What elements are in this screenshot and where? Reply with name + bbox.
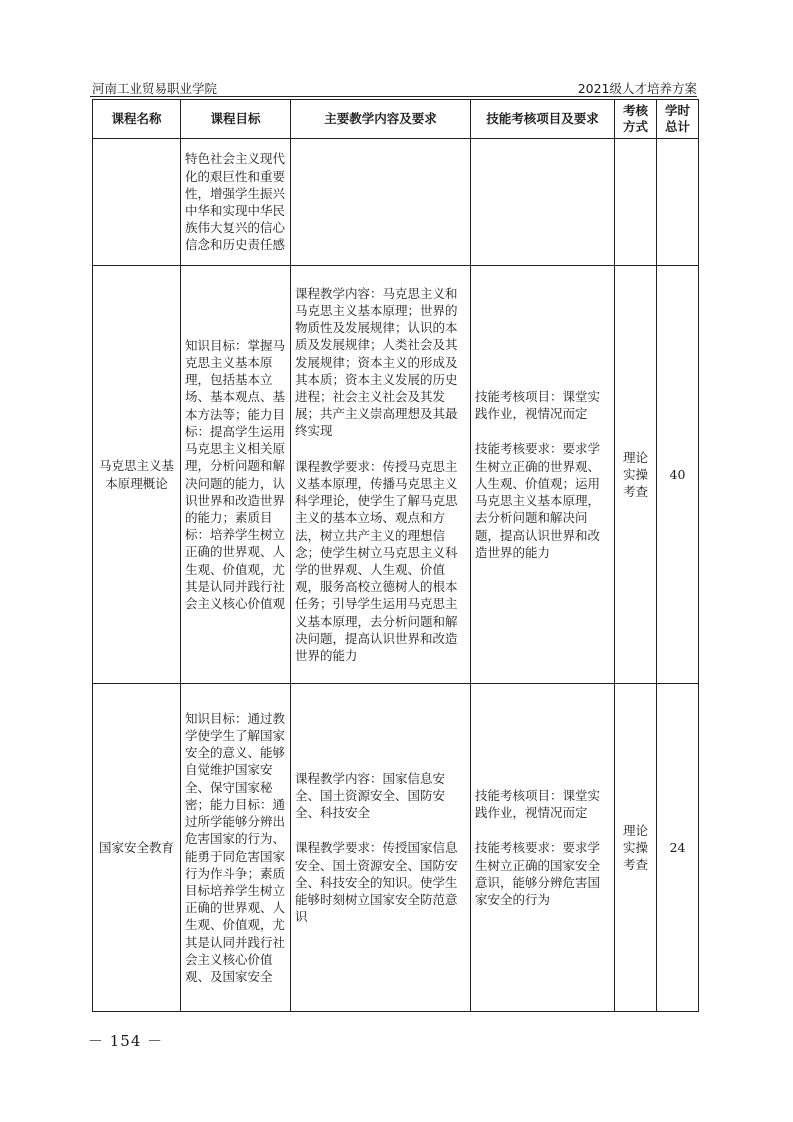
teaching-requirement-text: 课程教学要求：传授国家信息安全、国土资源安全、国防安全、科技安全的知识。使学生能够时刻树立国家安全防范意识 [295, 840, 458, 925]
column-header-course-goal: 课程目标 [181, 100, 291, 139]
header-document-title: 2021级人才培养方案 [577, 81, 697, 96]
assessment-method-cell [615, 139, 657, 266]
teaching-content-cell [291, 684, 471, 1012]
course-name-cell [93, 139, 181, 266]
teaching-content-cell [291, 266, 471, 684]
course-name-cell: 国家安全教育 [93, 684, 181, 1012]
skill-assessment-cell [471, 266, 615, 684]
header-rule [90, 96, 697, 97]
table-row [93, 266, 699, 684]
column-header-skill-assessment: 技能考核项目及要求 [471, 100, 615, 139]
total-hours-cell [657, 139, 699, 266]
course-goal-cell: 知识目标：通过教学使学生了解国家安全的意义、能够自觉维护国家安全、保守国家秘密；能力目标：通过所学能够分辨出危害国家的行为、能勇于同危害国家行为作斗争；素质目标培养学生树立正确的世界观、人生观、价值观，尤其是认同并践行社会主义核心价值观、及国家安全 [181, 684, 291, 1012]
page-number: － 154 － [88, 1032, 164, 1050]
total-hours-cell: 24 [657, 684, 699, 1012]
skill-requirement-text: 技能考核要求：要求学生树立正确的世界观、人生观、价值观；运用马克思主义基本原理，去分析问题和解决问题，提高认识世界和改造世界的能力 [475, 441, 601, 560]
teaching-content-text: 课程教学内容：国家信息安全、国土资源安全、国防安全、科技安全 [295, 770, 446, 821]
column-header-total-hours: 学时总计 [657, 100, 699, 139]
teaching-content-cell [291, 139, 471, 266]
skill-requirement-text: 技能考核要求：要求学生树立正确的国家安全意识，能够分辨危害国家安全的行为 [475, 840, 601, 907]
assessment-method-cell: 理论实操考查 [615, 684, 657, 1012]
teaching-requirement-text: 课程教学要求：传授马克思主义基本原理，传播马克思主义科学理论，使学生了解马克思主义的基本立场、观点和方法，树立共产主义的理想信念；使学生树立马克思主义科学的世界观、人生观、价值观，服务高校立德树人的根本任务；引导学生运用马克思主义基本原理，去分析问题和解决问题，提高认识世界和改造世界的能力 [295, 458, 458, 663]
table-row [93, 139, 699, 266]
skill-assessment-cell [471, 139, 615, 266]
assessment-method-cell: 理论实操考查 [615, 266, 657, 684]
skill-assessment-cell [471, 684, 615, 1012]
column-header-teaching-content: 主要教学内容及要求 [291, 100, 471, 139]
skill-item-text: 技能考核项目：课堂实践作业，视情况而定 [475, 787, 601, 821]
header-school-name: 河南工业贸易职业学院 [92, 81, 218, 96]
table-row [93, 684, 699, 1012]
course-goal-cell: 特色社会主义现代化的艰巨性和重要性，增强学生振兴中华和实现中华民族伟大复兴的信心信念和历史责任感 [181, 139, 291, 266]
column-header-assessment-method: 考核方式 [615, 100, 657, 139]
table-header-row [93, 100, 699, 139]
course-goal-cell: 知识目标：掌握马克思主义基本原理，包括基本立场、基本观点、基本方法等；能力目标：提高学生运用马克思主义相关原理，分析问题和解决问题的能力，认识世界和改造世界的能力；素质目标：培养学生树立正确的世界观、人生观、价值观，尤其是认同并践行社会主义核心价值观 [181, 266, 291, 684]
teaching-content-text: 课程教学内容：马克思主义和马克思主义基本原理；世界的物质性及发展规律；认识的本质及发展规律；人类社会及其发展规律；资本主义的形成及其本质；资本主义发展的历史进程；社会主义社会及其发展；共产主义崇高理想及其最终实现 [295, 285, 458, 439]
curriculum-table [92, 99, 699, 1012]
column-header-course-name: 课程名称 [93, 100, 181, 139]
skill-item-text: 技能考核项目：课堂实践作业，视情况而定 [475, 389, 601, 422]
total-hours-cell: 40 [657, 266, 699, 684]
course-name-cell: 马克思主义基本原理概论 [93, 266, 181, 684]
